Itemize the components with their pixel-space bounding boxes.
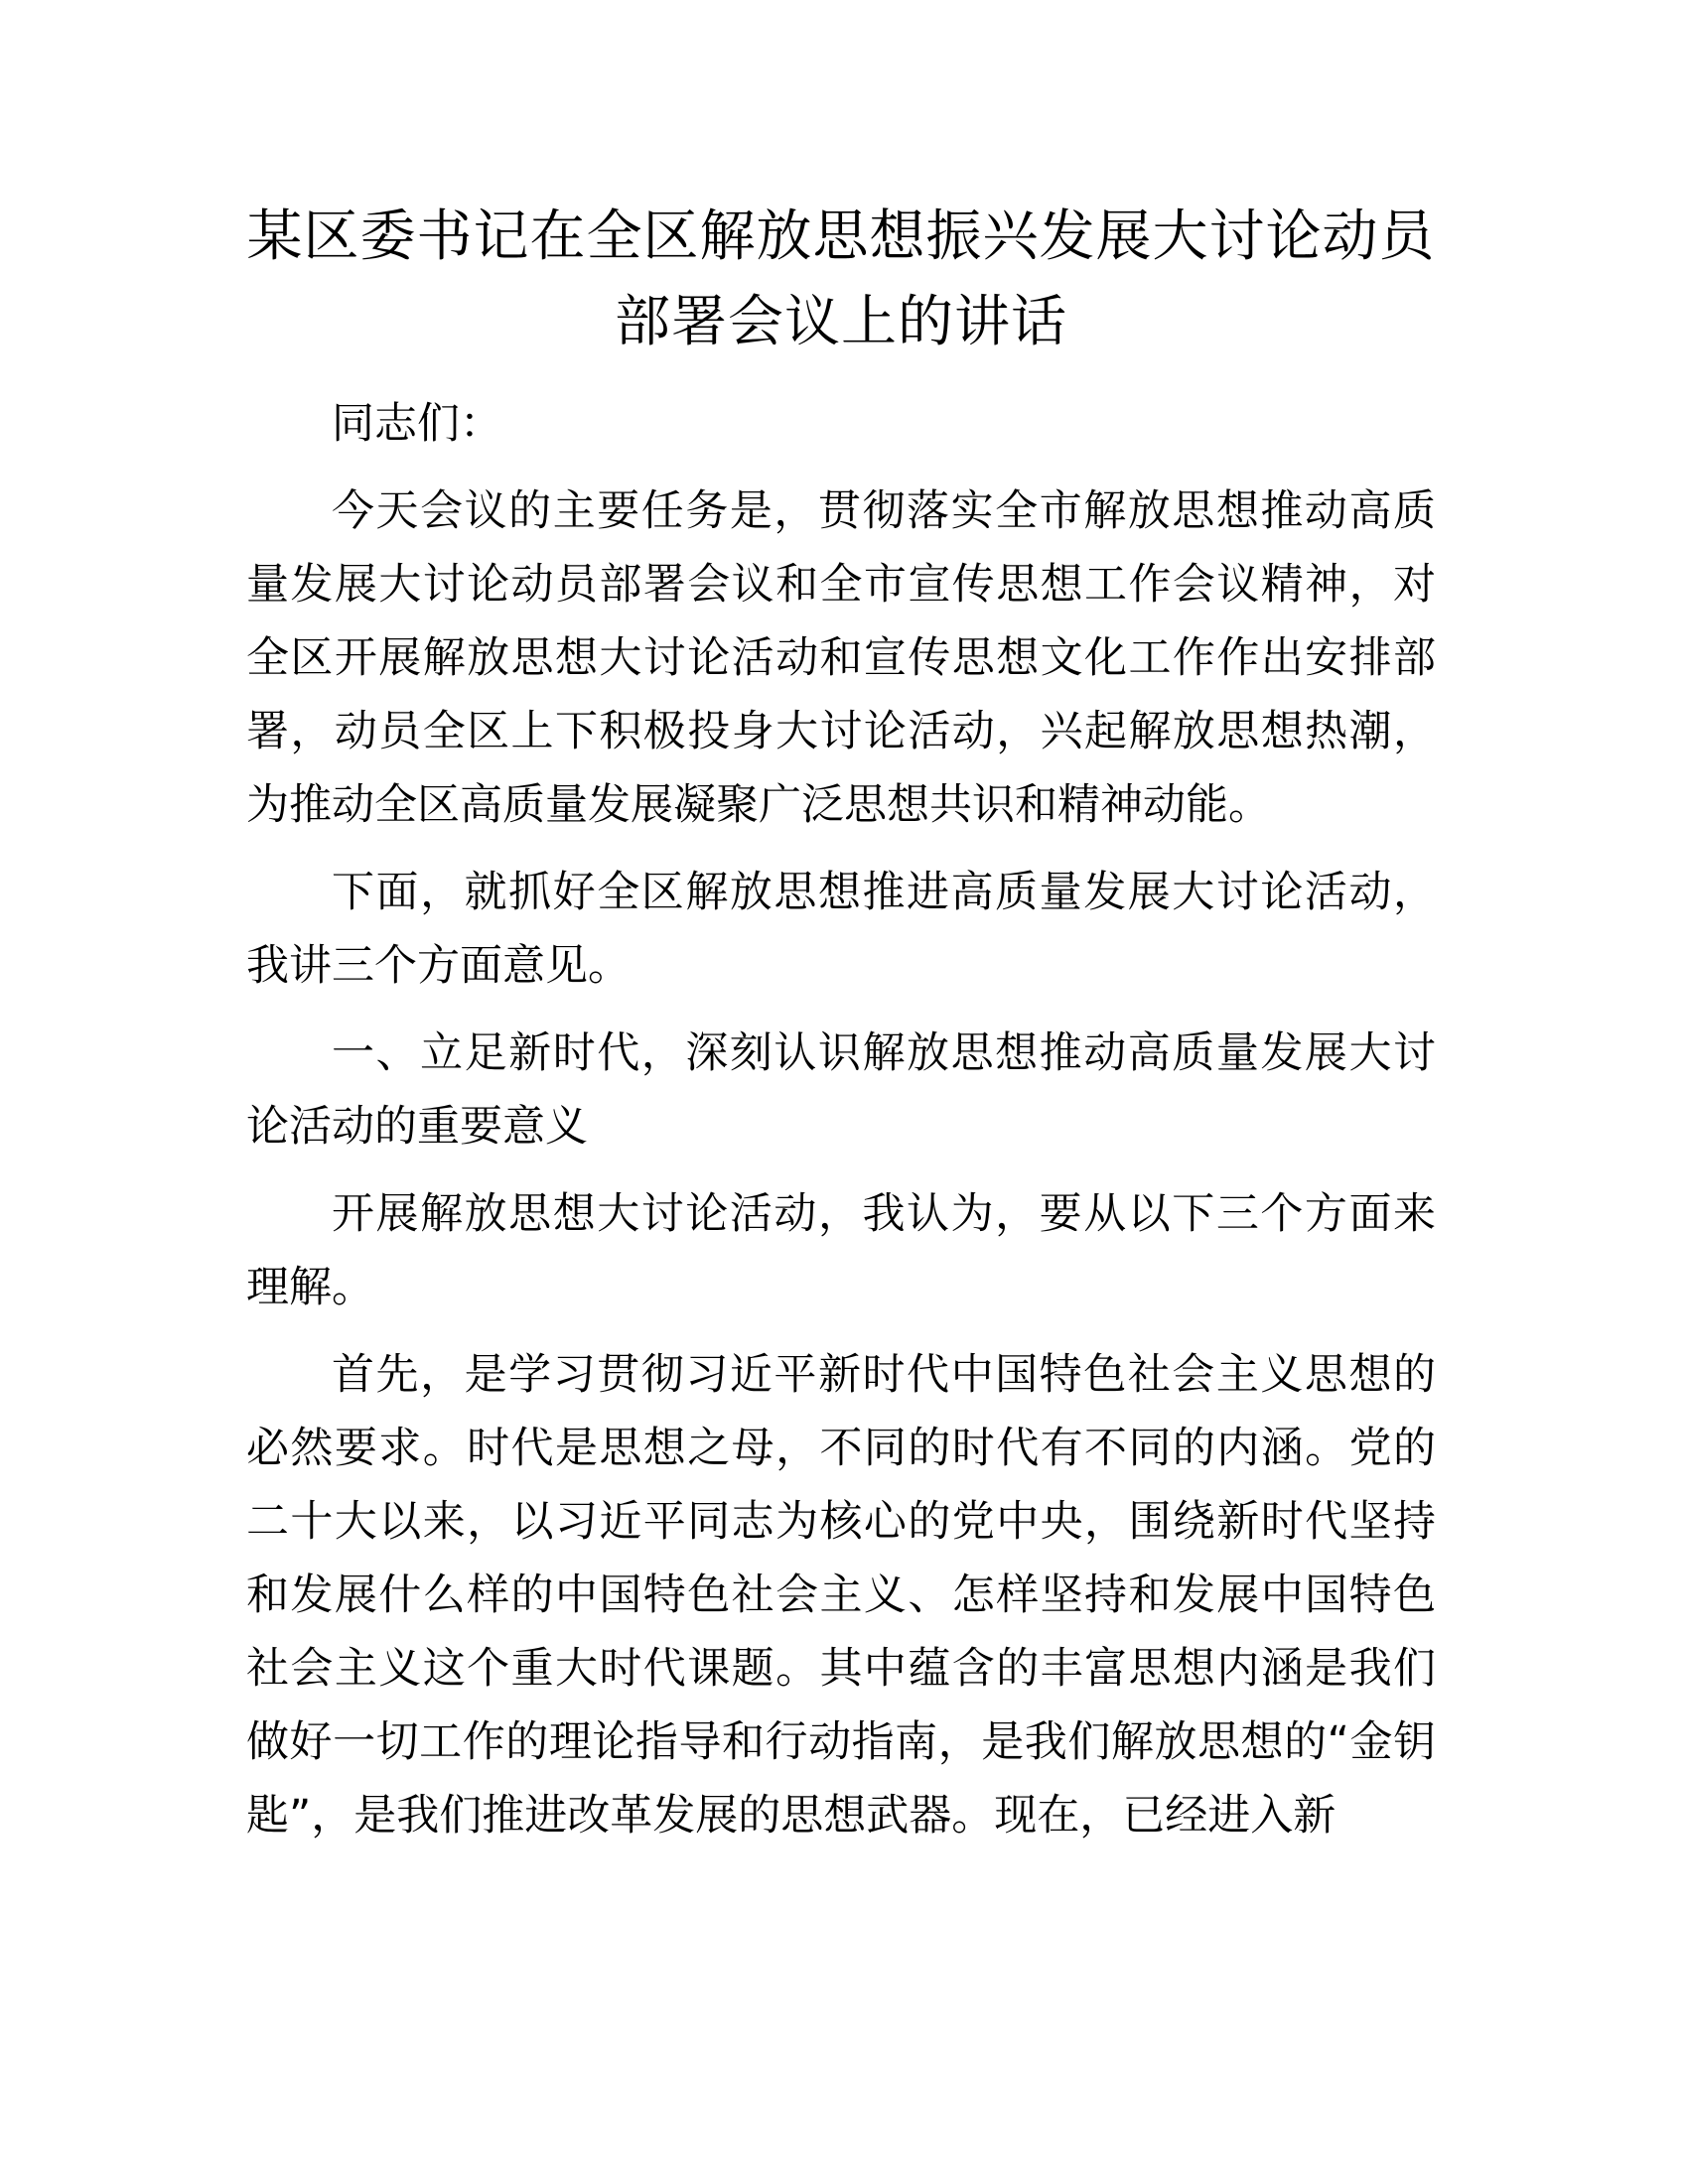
paragraph-first-point: 首先，是学习贯彻习近平新时代中国特色社会主义思想的必然要求。时代是思想之母，不同的时代有不同的内涵。党的二十大以来，以习近平同志为核心的党中央，围绕新时代坚持和发展什么样的中国特色社会主义、怎样坚持和发展中国特色社会主义这个重大时代课题。其中蕴含的丰富思想内涵是我们做好一切工作的理论指导和行动指南，是我们解放思想的“金钥匙”，是我们推进改革发展的思想武器。现在，已经进入新 xyxy=(246,1350,1436,1841)
paragraph-meeting-purpose: 今天会议的主要任务是，贯彻落实全市解放思想推动高质量发展大讨论动员部署会议和全市宣传思想工作会议精神，对全区开展解放思想大讨论活动和宣传思想文化工作作出安排部署，动员全区上下积极投身大讨论活动，兴起解放思想热潮，为推动全区高质量发展凝聚广泛思想共识和精神动能。 xyxy=(246,486,1436,830)
salutation: 同志们： xyxy=(332,399,502,449)
document-title: 某区委书记在全区解放思想振兴发展大讨论动员部署会议上的讲话 xyxy=(246,205,1436,354)
paragraph-understanding: 开展解放思想大讨论活动，我认为，要从以下三个方面来理解。 xyxy=(246,1189,1436,1312)
document-body xyxy=(246,195,1436,1866)
paragraph-outline: 下面，就抓好全区解放思想推进高质量发展大讨论活动，我讲三个方面意见。 xyxy=(246,868,1436,991)
section-heading-1: 一、立足新时代，深刻认识解放思想推动高质量发展大讨论活动的重要意义 xyxy=(246,1028,1436,1152)
